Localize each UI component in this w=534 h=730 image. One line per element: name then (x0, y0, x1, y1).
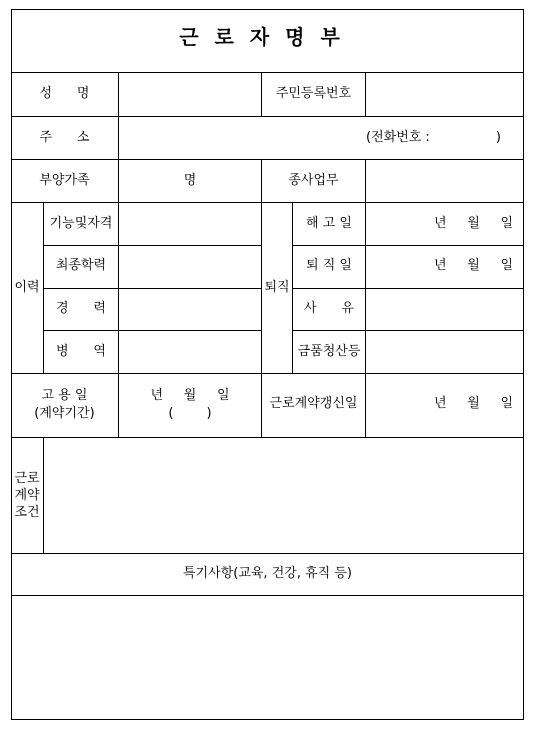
name-field[interactable] (119, 73, 261, 116)
contract-terms-label-3: 조건 (14, 505, 40, 520)
col-divider (118, 202, 119, 373)
education-label: 최종학력 (55, 258, 107, 273)
job-field[interactable] (366, 160, 523, 202)
row-divider (11, 373, 524, 374)
dependents-label: 부양가족 (39, 173, 90, 188)
retire-date-label: 퇴 직 일 (306, 258, 352, 273)
row-divider (11, 553, 524, 554)
special-notes-field[interactable] (12, 596, 523, 719)
row-divider (43, 330, 261, 331)
col-divider (365, 373, 366, 437)
row-divider (43, 288, 261, 289)
name-label: 성 명 (39, 86, 90, 101)
rrn-label: 주민등록번호 (275, 86, 352, 101)
row-divider (43, 245, 261, 246)
col-divider (118, 373, 119, 437)
row-divider (292, 288, 524, 289)
phone-note: (전화번호 : ) (366, 130, 502, 145)
qualification-label: 기능및자격 (49, 216, 113, 231)
hire-date-sub-label: (계약기간) (34, 406, 95, 421)
page-title: 근로자명부 (179, 25, 356, 49)
hire-period-paren: ( ) (168, 406, 212, 421)
contract-terms-label-1: 근로 (14, 471, 40, 486)
dependents-unit: 명 (183, 173, 197, 188)
rrn-field[interactable] (366, 73, 523, 116)
contract-terms-label-2: 계약 (14, 488, 40, 503)
row-divider (292, 330, 524, 331)
dismissal-date-value: 년 월 일 (434, 216, 513, 231)
history-label: 이력 (14, 280, 40, 295)
row-divider (11, 202, 524, 203)
dismissal-date-label: 해 고 일 (306, 216, 352, 231)
col-divider (365, 202, 366, 373)
contract-terms-field[interactable] (44, 438, 523, 553)
row-divider (292, 245, 524, 246)
address-label: 주 소 (39, 130, 90, 145)
hire-date-label: 고 용 일 (41, 388, 88, 403)
retirement-label: 퇴직 (264, 280, 290, 295)
renewal-label: 근로계약갱신일 (269, 396, 358, 411)
job-label: 종사업무 (288, 173, 339, 188)
reason-label: 사 유 (304, 301, 354, 316)
career-label: 경 력 (56, 301, 106, 316)
settlement-label: 금품청산등 (297, 344, 361, 359)
retire-date-value: 년 월 일 (434, 258, 513, 273)
military-label: 병 역 (56, 344, 106, 359)
renewal-date-value: 년 월 일 (434, 396, 513, 411)
hire-date-value: 년 월 일 (150, 388, 230, 403)
special-notes-label: 특기사항(교육, 건강, 휴직 등) (183, 566, 352, 581)
